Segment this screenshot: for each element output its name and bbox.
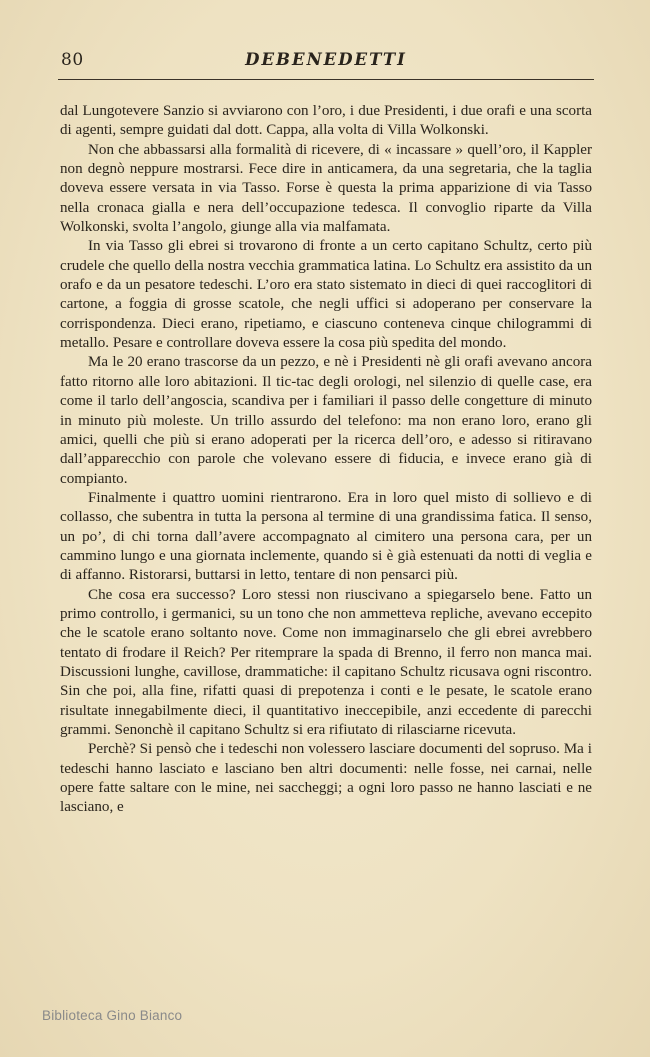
paragraph: Perchè? Si pensò che i tedeschi non volessero lasciare documenti del sopruso. Ma i tedeschi hanno lasciato e lasciano ben altri documenti: nelle fosse, nei carnai, nelle opere fatte saltare con le mine, nei saccheggi; a ogni loro passo ne hanno lasciati e ne lasciano, e bbox=[60, 741, 592, 816]
paragraph: Non che abbassarsi alla formalità di ricevere, di « incassare » quell’oro, il Kappler non degnò neppure mostrarsi. Fece dire in anticamera, da una segretaria, che la taglia doveva essere versata in via Tasso. Forse è questa la prima apparizione di via Tasso nella cronaca gialla e nera dell’occupazione tedesca. Il convoglio riparte da Villa Wolkonski, svolta l’angolo, giunge alla via malfamata. bbox=[60, 141, 592, 236]
paragraph: Che cosa era successo? Loro stessi non riuscivano a spiegarselo bene. Fatto un primo controllo, i germanici, su un tono che non ammetteva repliche, avevano eccepito che le scatole erano soltanto nove. Come non immaginarselo che gli ebrei avrebbero tentato di frodare il Reich? Per ritemprare la spada di Brenno, il ferro non manca mai. Discussioni lunghe, cavillose, drammatiche: il capitano Schultz ricusava ogni riscontro. Sin che poi, alla fine, rifatti quasi di prepotenza i conti e le pesate, le scatole erano risultate innegabilmente dieci, il quantitativo ineccepibile, anzi eccedente di parecchi grammi. Senonchè il capitano Schultz si era rifiutato di rilasciarne ricevuta. bbox=[60, 586, 592, 738]
running-title: DEBENEDETTI bbox=[245, 50, 407, 69]
paragraph: dal Lungotevere Sanzio si avviarono con l’oro, i due Presidenti, i due orafi e una scorta di agenti, sempre guidati dal dott. Cappa, alla volta di Villa Wolkonski. bbox=[60, 103, 592, 139]
library-watermark: Biblioteca Gino Bianco bbox=[42, 1008, 183, 1023]
paragraph: In via Tasso gli ebrei si trovarono di fronte a un certo capitano Schultz, certo più crudele che quello della nostra vecchia grammatica latina. Lo Schultz era assistito da un orafo e da un pesatore tedeschi. L’oro era stato sistemato in dieci di quei raccoglitori di cartone, a foggia di grosse scatole, che negli uffici si adoperano per conservare la corrispondenza. Dieci erano, ripetiamo, e ciascuno conteneva cinque chilogrammi di metallo. Pesare e controllare doveva essere la cosa più spedita del mondo. bbox=[60, 238, 592, 352]
page-header bbox=[58, 48, 594, 78]
paragraph: Finalmente i quattro uomini rientrarono. Era in loro quel misto di sollievo e di collasso, che subentra in tutta la persona al termine di una grandissima fatica. Il senso, un po’, di chi torna dall’avere accompagnato al cimitero una persona cara, per un cammino lungo e una giornata inclemente, quando si è già estenuati da notti di veglia e di affanno. Ristorarsi, buttarsi in letto, tentare di non pensarci più. bbox=[60, 489, 592, 584]
page-number: 80 bbox=[61, 50, 84, 70]
body-text bbox=[60, 102, 592, 818]
header-rule bbox=[58, 79, 594, 80]
paragraph: Ma le 20 erano trascorse da un pezzo, e nè i Presidenti nè gli orafi avevano ancora fatto ritorno alle loro abitazioni. Il tic-tac degli orologi, nel silenzio di quelle case, era come il tarlo dell’angoscia, scandiva per i familiari il passo delle congetture di minuto in minuto più moleste. Un trillo assurdo del telefono: ma non erano loro, erano gli amici, quelli che più si erano adoperati per la ricerca dell’oro, e adesso si ritiravano dall’apparecchio con parole che volevano essere di fiducia, e invece erano già di compianto. bbox=[60, 354, 592, 487]
